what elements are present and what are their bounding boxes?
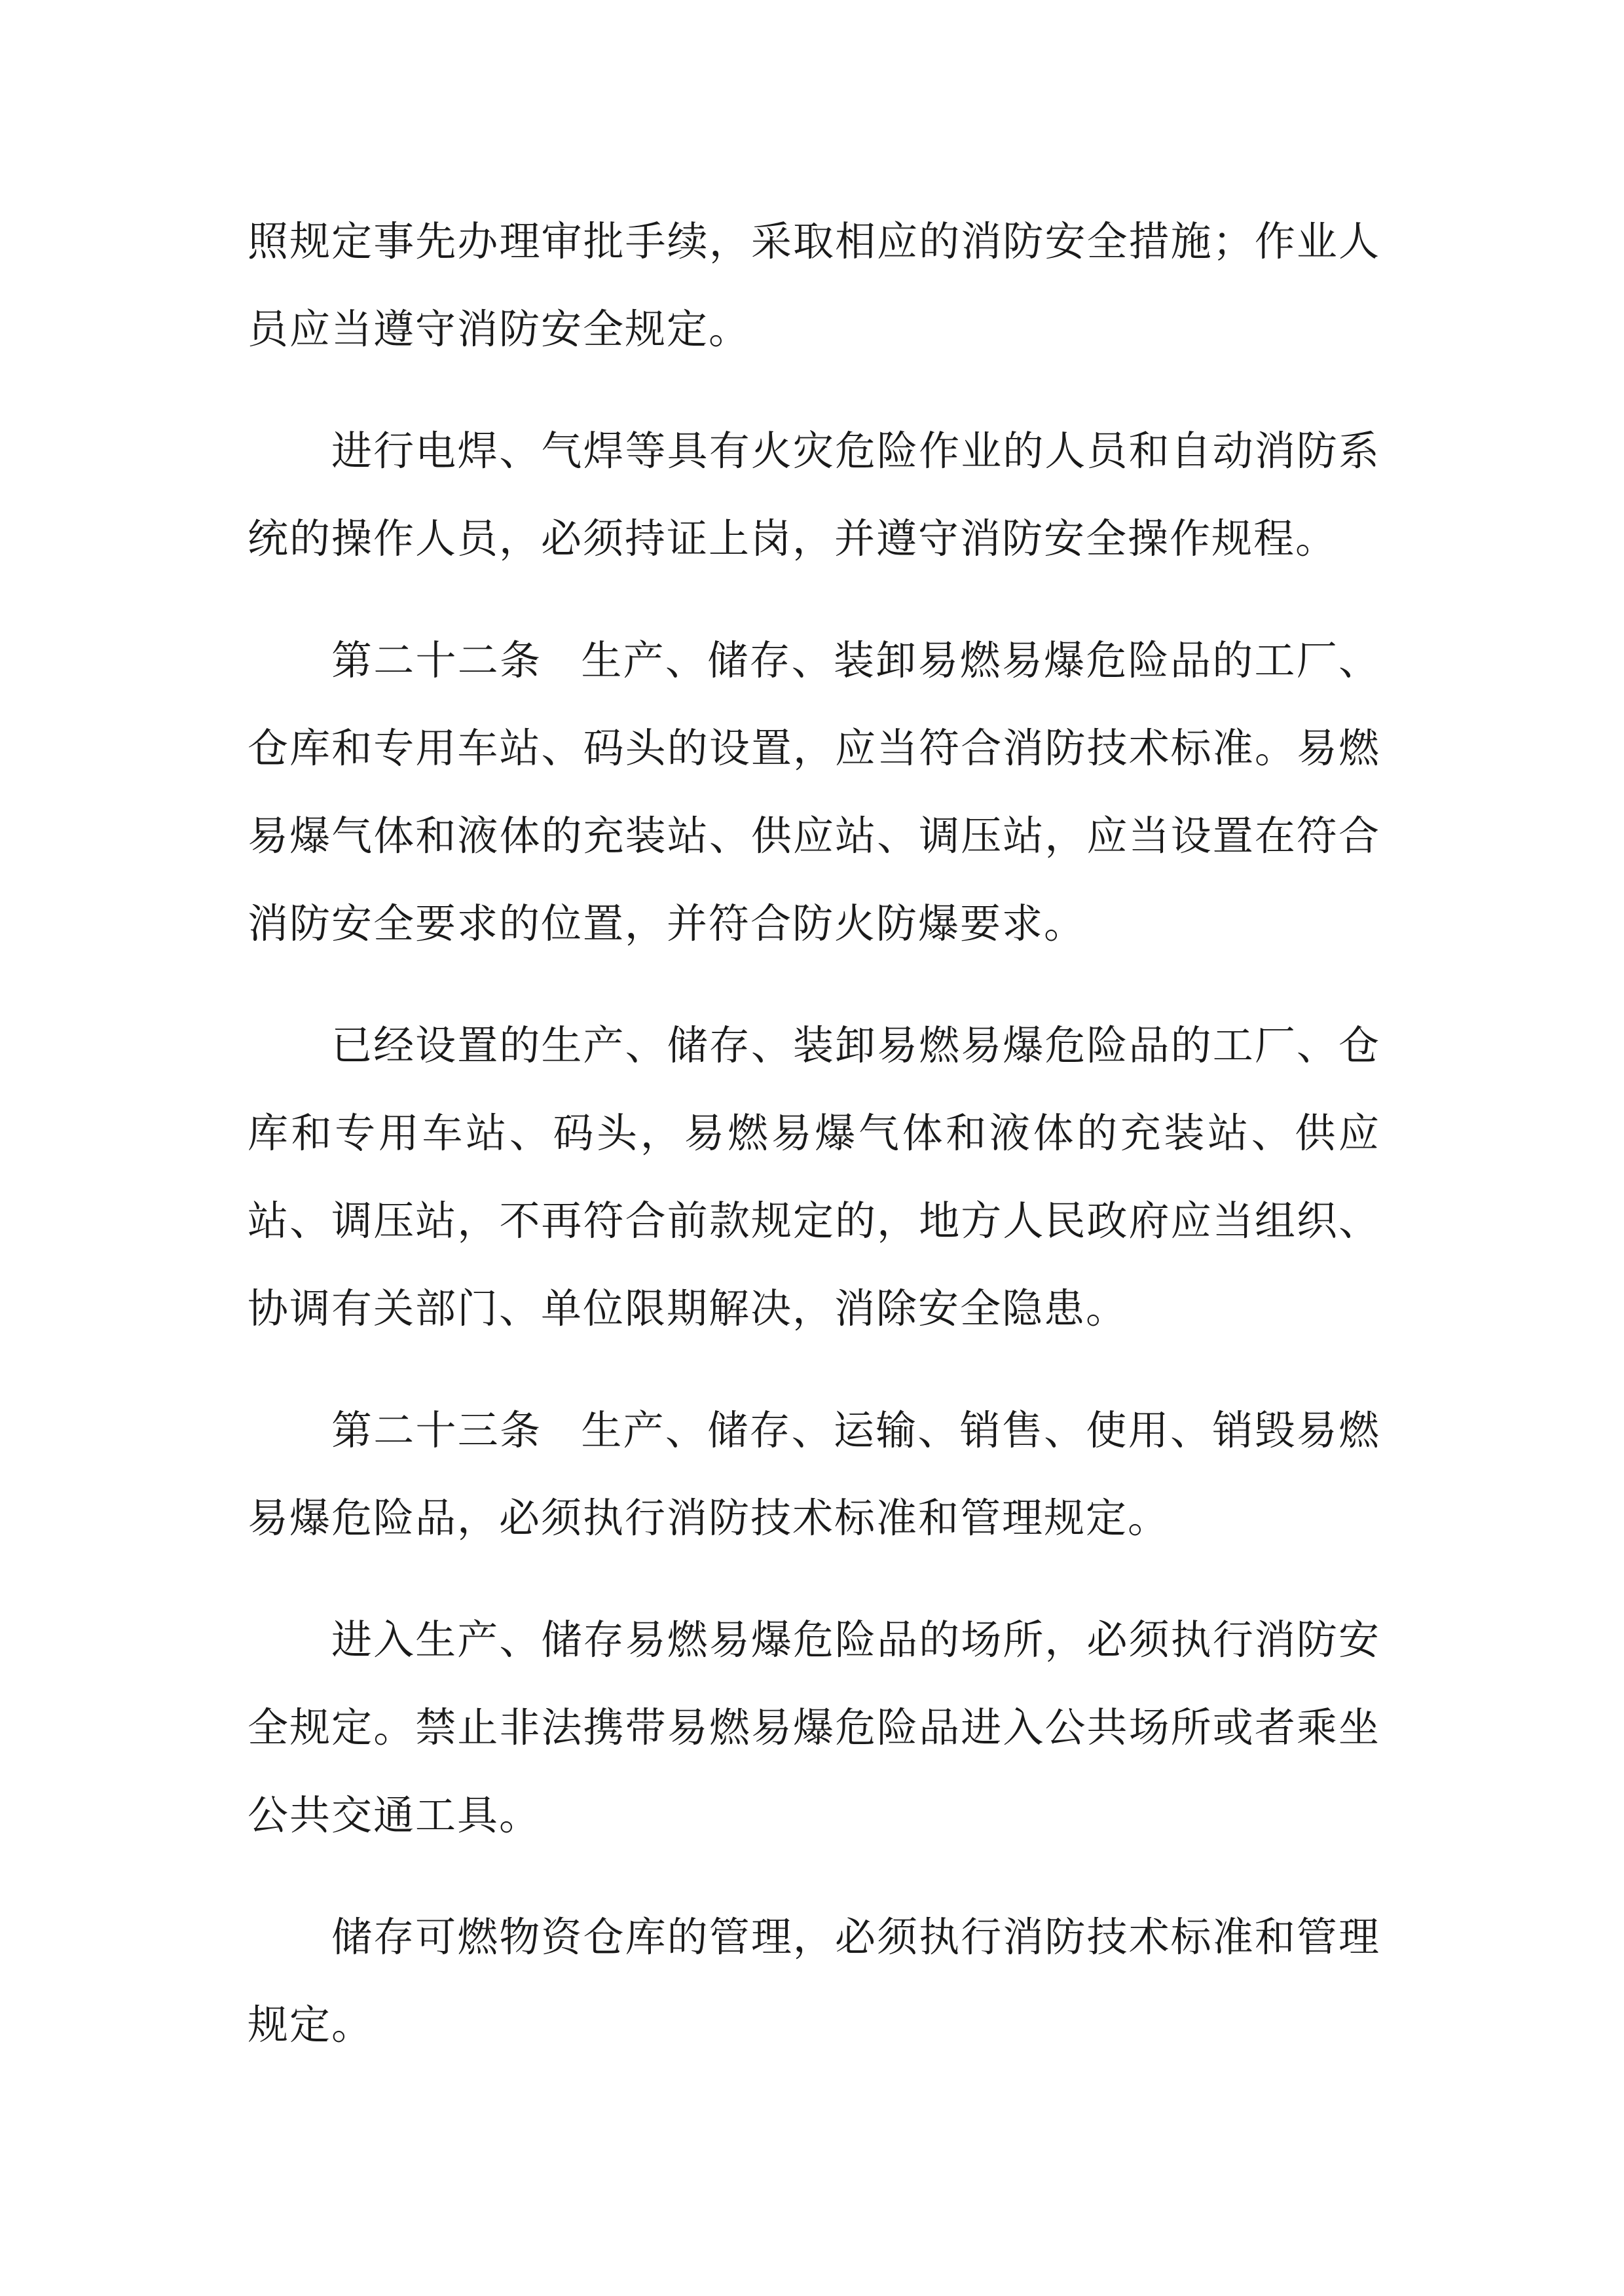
document-page: [248, 198, 1380, 2103]
paragraph-hazard-sites: [248, 1596, 1380, 1859]
article-23: [248, 1387, 1380, 1562]
paragraph-text: 已经设置的生产、储存、装卸易燃易爆危险品的工厂、仓库和专用车站、码头，易燃易爆气体和液体的充装站、供应站、调压站，不再符合前款规定的，地方人民政府应当组织、协调有关部门、单位限期解决，消除安全隐患。: [248, 1021, 1380, 1332]
paragraph-existing-facilities: [248, 1002, 1380, 1353]
paragraph-warehouse: [248, 1893, 1380, 2069]
article-number: 第二十二条: [331, 636, 542, 684]
paragraph-text: 照规定事先办理审批手续，采取相应的消防安全措施；作业人员应当遵守消防安全规定。: [248, 217, 1380, 353]
paragraph-text: 进入生产、储存易燃易爆危险品的场所，必须执行消防安全规定。禁止非法携带易燃易爆危险品进入公共场所或者乘坐公共交通工具。: [248, 1616, 1380, 1839]
article-number: 第二十三条: [331, 1406, 542, 1454]
paragraph-text: 进行电焊、气焊等具有火灾危险作业的人员和自动消防系统的操作人员，必须持证上岗，并遵守消防安全操作规程。: [248, 427, 1380, 562]
paragraph-welding: [248, 407, 1380, 583]
paragraph-continuation: [248, 198, 1380, 373]
paragraph-text: 生产、储存、运输、销售、使用、销毁易燃易爆危险品，必须执行消防技术标准和管理规定。: [248, 1406, 1380, 1542]
article-22: [248, 617, 1380, 968]
paragraph-text: 储存可燃物资仓库的管理，必须执行消防技术标准和管理规定。: [248, 1913, 1380, 2049]
paragraph-text: 生产、储存、装卸易燃易爆危险品的工厂、仓库和专用车站、码头的设置，应当符合消防技术标准。易燃易爆气体和液体的充装站、供应站、调压站，应当设置在符合消防安全要求的位置，并符合防火防爆要求。: [248, 636, 1380, 947]
